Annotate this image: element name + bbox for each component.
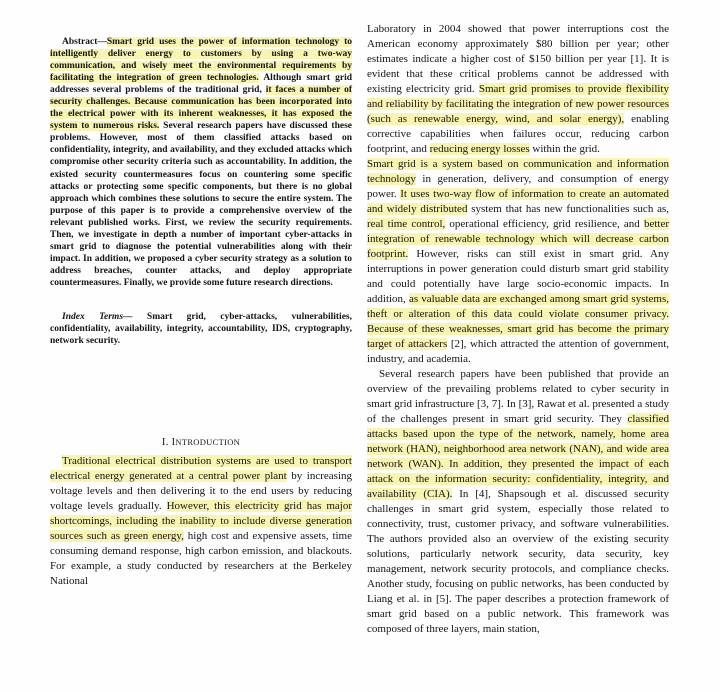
p2-part-i: as valuable data are exchanged among smart grid systems, theft or alteration of this data could violate consumer privacy. Because of these weaknesses, smart grid has become the primary target of attackers	[367, 293, 670, 350]
intro-paragraph	[50, 454, 352, 589]
p2-part-b: in generation, delivery, and consumption of energy power.	[367, 173, 669, 200]
section-heading	[50, 437, 352, 448]
section-title-rest: NTRODUCTION	[175, 437, 241, 448]
intro-part-a: Traditional electrical distribution systems are used to transport electrical energy generated at a central power plant	[50, 455, 352, 483]
intro-part-c: However, this electricity grid has major shortcomings, including the inability to include diverse generation sources such as green energy,	[50, 500, 352, 543]
p2-part-f: operational efficiency, grid resilience, and	[449, 218, 640, 230]
p1-part-b: Smart grid promises to provide flexibility and reliability by facilitating the integration of new power resources (such as renewable energy, wind, and solar energy),	[367, 83, 669, 125]
p1-part-e: within the grid.	[532, 143, 600, 155]
p2-part-c: It uses two-way flow of information to create an automated and widely distributed	[367, 188, 669, 215]
p2-part-e: real time control,	[367, 218, 446, 230]
p1-part-c: enabling corrective capabilities when failures occur, reducing carbon footprint, and	[367, 113, 669, 155]
right-paragraph-2	[367, 157, 669, 367]
section-initial: I	[171, 437, 176, 449]
abstract-sentence-1: Smart grid uses the power of information technology to intelligently deliver energy to customers by using a two-way communication, and wisely meet the environmental requirements by facilitating the integration of green technologies.	[50, 37, 352, 84]
index-terms-text: Smart grid, cyber-attacks, vulnerabilities, confidentiality, availability, integrity, accountability, IDS, cryptography, network security.	[50, 311, 352, 347]
right-column	[367, 22, 669, 637]
left-column	[50, 36, 352, 589]
p3-part-a: Several research papers have been published that provide an overview of the prevailing problems related to cyber security in smart grid infrastructure [3, 7]. In [3], Rawat et al. presented a study of the challenges present in smart grid security. They	[367, 368, 669, 425]
p2-part-g: better integration of renewable technology which will decrease carbon footprint.	[367, 218, 669, 260]
p2-part-j: [2], which attracted the attention of government, industry, and academia.	[367, 338, 669, 365]
abstract-sentence-3: it faces a number of security challenges. Because communication has been incorporated into the electrical power with its inherent weaknesses, it has exposed the system to numerous risks.	[50, 85, 352, 132]
section-number: I.	[161, 437, 169, 449]
abstract	[50, 36, 352, 289]
abstract-sentence-2: Although smart grid addresses several problems of the traditional grid,	[50, 73, 352, 96]
intro-part-d: high cost and expensive assets, time consuming demand response, high carbon emission, and blackouts. For example, a study conducted by researchers at the Berkeley National	[50, 530, 352, 588]
p1-part-a: Laboratory in 2004 showed that power interruptions cost the American economy approximately $80 billion per year; other estimates indicate a higher cost of $150 billion per year [1]. It is evident that these critical problems cannot be addressed with existing electricity grid.	[367, 23, 669, 95]
abstract-label: Abstract—	[62, 37, 107, 47]
right-paragraph-3	[367, 367, 669, 637]
intro-part-b: by increasing voltage levels and then delivering it to the end users by reducing voltage levels gradually.	[50, 470, 352, 513]
p2-part-d: system that has new functionalities such as,	[471, 203, 670, 215]
p1-part-d: reducing energy losses	[429, 143, 530, 155]
right-paragraph-1	[367, 22, 669, 157]
p3-part-c: In [4], Shapsough et al. discussed security challenges in smart grid system, especially those related to connectivity, trust, customer privacy, and software vulnerabilities. The authors provided also an overview of the existing security solutions, particularly network security, data security, key management, network security protocols, and compliance checks. Another study, focusing on public networks, has been conducted by Liang et al. in [5]. The paper describes a protection framework of smart grid based on a public network. This framework was composed of three layers, main station,	[367, 488, 669, 635]
p2-part-a: Smart grid is a system based on communication and information technology	[367, 158, 669, 185]
p3-part-b: classified attacks based upon the type of the network, namely, home area network (HAN), neighborhood area network (NAN), and wide area network (WAN). In addition, they presented the impact of each attack on the information security: confidentiality, integrity, and availability (CIA).	[367, 413, 670, 500]
index-terms-label: Index Terms—	[62, 311, 133, 322]
p2-part-h: However, risks can still exist in smart grid. Any interruptions in power generation could disturb smart grid stability and could potentially have large socio-economic impacts. In addition,	[367, 248, 669, 305]
index-terms	[50, 311, 352, 347]
abstract-sentence-4: Several research papers have discussed these problems. However, most of them classified attacks based on confidentiality, integrity, and availability, and they excluded attacks which compromise other security criteria such as accountability. In addition, the existed security countermeasures focus on countering some specific attacks or protecting some specific components, but there is no global approach which combines these solutions to secure the entire system. The purpose of this paper is to provide a comprehensive overview of the relevant published works. First, we review the security requirements. Then, we investigate in depth a number of important cyber-attacks in smart grid to diagnose the potential vulnerabilities along with their impact. In addition, we proposed a cyber security strategy as a solution to address breaches, counter attacks, and deploy appropriate countermeasures. Finally, we provide some future research directions.	[50, 121, 352, 288]
